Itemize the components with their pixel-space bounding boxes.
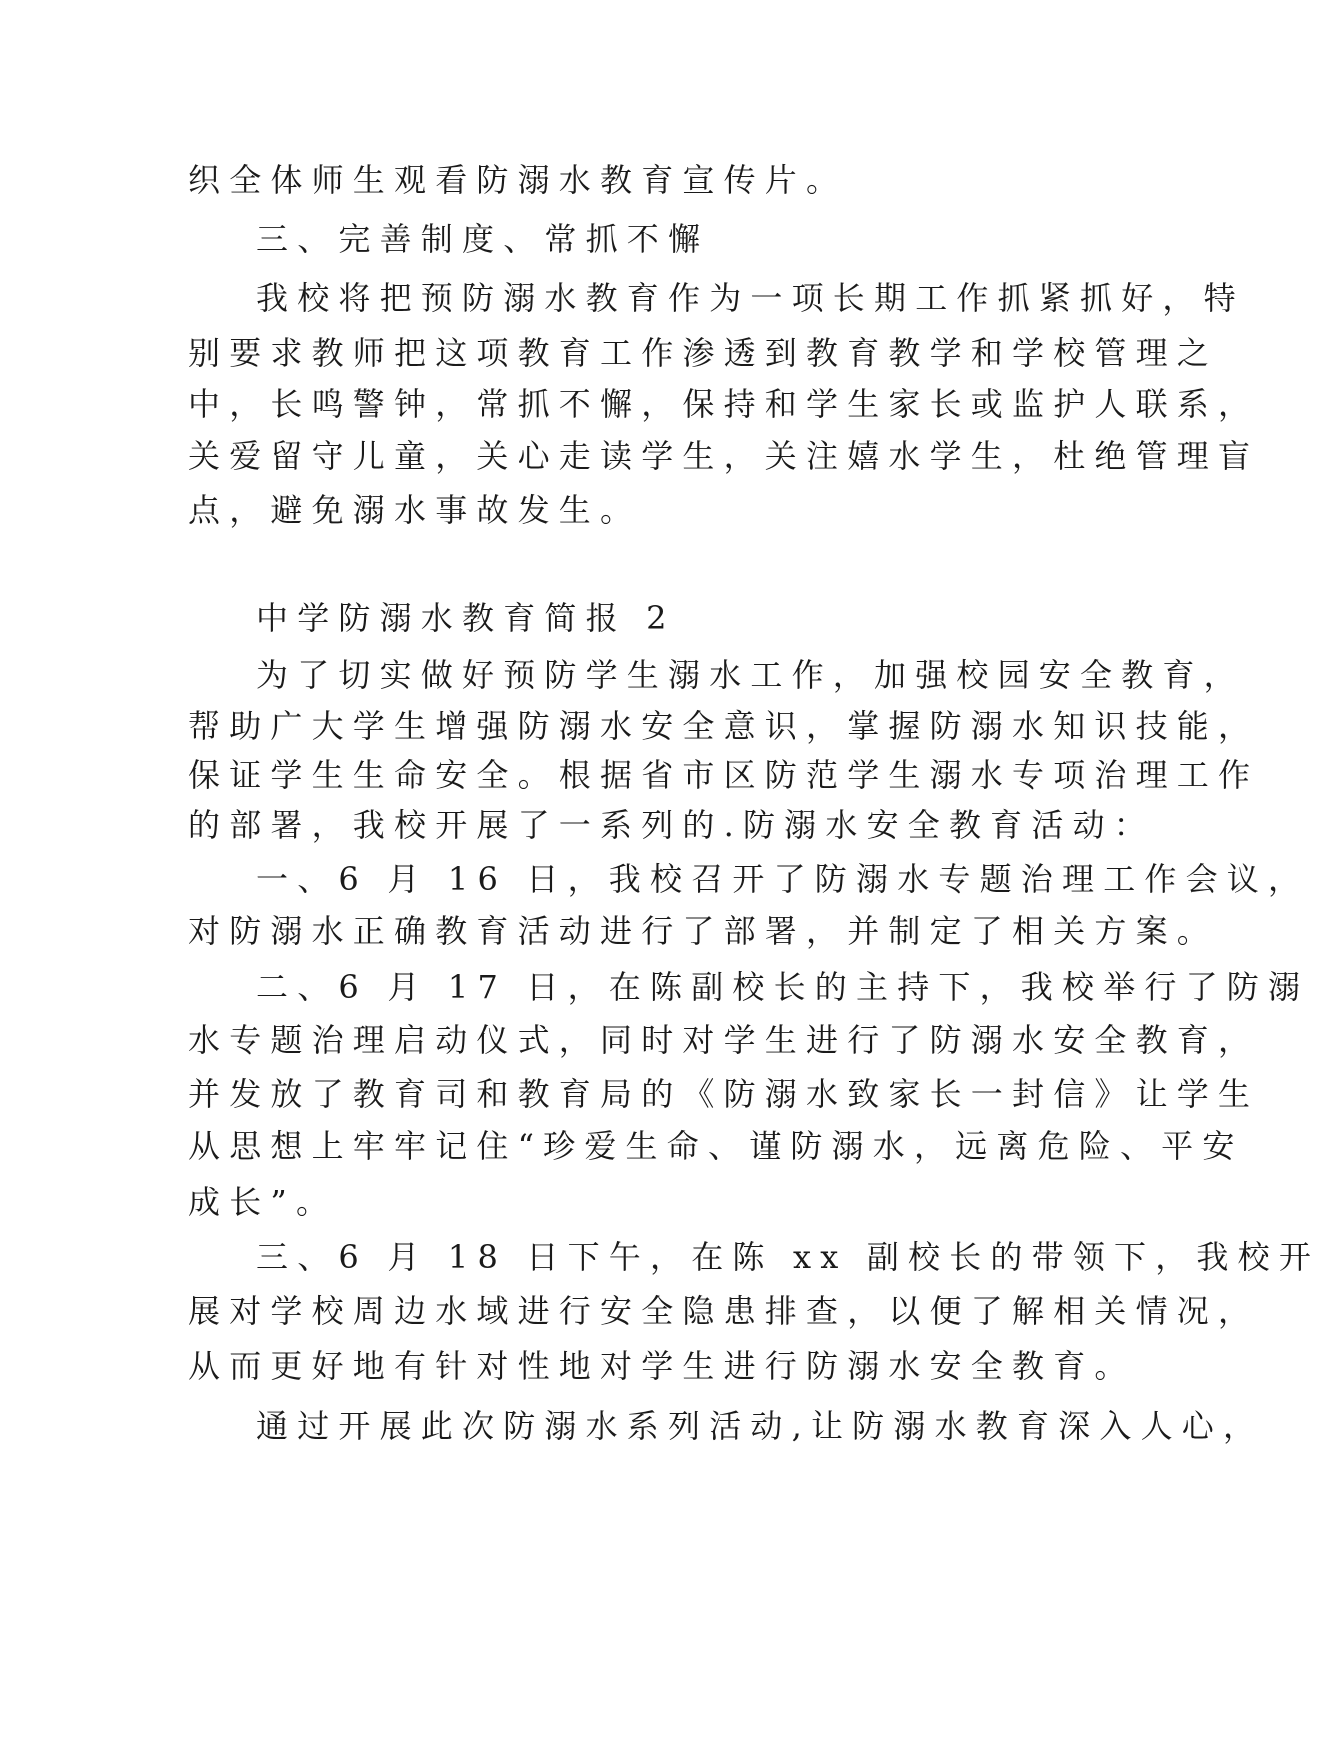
paragraph-line: 水专题治理启动仪式，同时对学生进行了防溺水安全教育， xyxy=(188,1021,1260,1059)
paragraph-line: 从而更好地有针对性地对学生进行防溺水安全教育。 xyxy=(188,1347,1136,1385)
paragraph-line: 的部署，我校开展了一系列的.防溺水安全教育活动： xyxy=(188,806,1155,844)
paragraph-line: 点，避免溺水事故发生。 xyxy=(188,491,642,529)
paragraph-line: 我校将把预防溺水教育作为一项长期工作抓紧抓好，特 xyxy=(256,279,1245,317)
paragraph-line: 对防溺水正确教育活动进行了部署，并制定了相关方案。 xyxy=(188,912,1219,950)
document-title: 中学防溺水教育简报 2 xyxy=(256,599,676,637)
section-heading: 三、完善制度、常抓不懈 xyxy=(256,220,710,258)
paragraph-line: 一、6 月 16 日，我校召开了防溺水专题治理工作会议， xyxy=(256,860,1310,898)
paragraph-line: 为了切实做好预防学生溺水工作，加强校园安全教育， xyxy=(256,656,1245,694)
paragraph-line: 成长”。 xyxy=(188,1183,338,1221)
paragraph-line: 帮助广大学生增强防溺水安全意识，掌握防溺水知识技能， xyxy=(188,707,1260,745)
paragraph-line: 展对学校周边水域进行安全隐患排查，以便了解相关情况， xyxy=(188,1292,1260,1330)
paragraph-line: 三、6 月 18 日下午，在陈 xx 副校长的带领下，我校开 xyxy=(256,1238,1320,1276)
paragraph-line: 关爱留守儿童，关心走读学生，关注嬉水学生，杜绝管理盲 xyxy=(188,437,1260,475)
paragraph-line: 通过开展此次防溺水系列活动,让防溺水教育深入人心， xyxy=(256,1407,1265,1445)
paragraph-line: 别要求教师把这项教育工作渗透到教育教学和学校管理之 xyxy=(188,334,1219,372)
paragraph-line: 中，长鸣警钟，常抓不懈，保持和学生家长或监护人联系， xyxy=(188,385,1260,423)
paragraph-line: 并发放了教育司和教育局的《防溺水致家长一封信》让学生 xyxy=(188,1075,1260,1113)
paragraph-line: 二、6 月 17 日，在陈副校长的主持下，我校举行了防溺 xyxy=(256,968,1310,1006)
paragraph-line: 从思想上牢牢记住“珍爱生命、谨防溺水，远离危险、平安 xyxy=(188,1127,1244,1165)
paragraph-line: 织全体师生观看防溺水教育宣传片。 xyxy=(188,161,848,199)
paragraph-line: 保证学生生命安全。根据省市区防范学生溺水专项治理工作 xyxy=(188,756,1260,794)
